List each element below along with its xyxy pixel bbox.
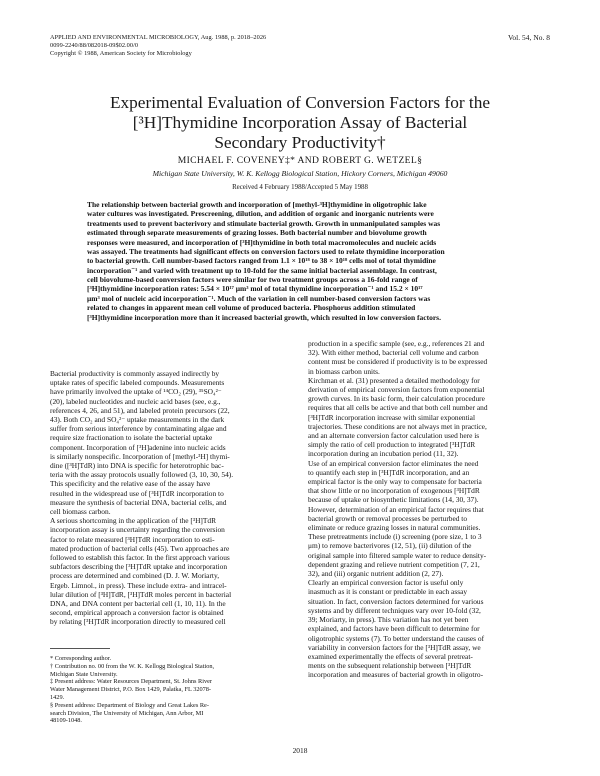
body-text-line: 39; Moriarty, in press). This variation has not yet been: [308, 615, 469, 625]
abstract-line: to bacterial growth. Cell number-based factors ranged from 1.1 × 10¹⁸ to 38 × 10¹⁸ cells mol of total thymidine: [87, 256, 436, 266]
body-text-line: original sample into filtered sample water to reduce density-: [308, 550, 487, 560]
body-text-line: 43). Both CO₂ and SO₄²⁻ uptake measurements in the dark: [50, 415, 225, 425]
body-text-line: uptake rates of specific labeled compounds. Measurements: [50, 378, 225, 388]
footnote-line: * Corresponding author.: [50, 655, 112, 662]
body-text-line: incorporation and measures of bacterial growth in oligotro-: [308, 670, 484, 680]
body-text-line: DNA, and DNA content per bacterial cell (1, 10, 11). In the: [50, 599, 226, 609]
footnotes: [50, 655, 300, 725]
body-text-line: mated production of bacterial cells (45). Two approaches are: [50, 543, 230, 553]
body-text-line: These pretreatments include (i) screening (pore size, 1 to 3: [308, 532, 482, 542]
abstract-line: treatments used to prevent bacterivory and stimulate bacterial growth. Growth in unmanipulated samples was: [87, 218, 441, 228]
body-text-line: resulted in the widespread use of [³H]TdR incorporation to: [50, 488, 224, 498]
article-title: [60, 93, 540, 154]
footnote-line: § Present address: Department of Biology and Great Lakes Re-: [50, 701, 209, 709]
abstract-line: The relationship between bacterial growth and incorporation of [methyl-³H]thymidine in oligotrophic lake: [87, 200, 427, 209]
running-header: [50, 34, 550, 59]
footnote-line: 1429.: [50, 693, 65, 701]
body-text-line: in biomass carbon units.: [308, 366, 380, 376]
body-text-line: content must be considered if productivity is to be expressed: [308, 357, 488, 367]
body-text-line: that show little or no incorporation of exogenous [³H]TdR: [308, 486, 480, 496]
body-text-line: 32). With either method, bacterial cell volume and carbon: [308, 348, 479, 358]
author-list: MICHAEL F. COVENEY‡* AND ROBERT G. WETZEL§: [177, 155, 423, 166]
body-text-line: This specificity and the relative ease of the assay have: [50, 479, 211, 489]
body-text-line: dependent grazing and relieve nutrient competition (7, 21,: [308, 559, 480, 569]
body-text-line: factor to relate measured [³H]TdR incorporation to esti-: [50, 534, 215, 544]
body-column-left: [50, 369, 300, 627]
body-text-line: 32), and (iii) organic nutrient addition (2, 27).: [308, 569, 444, 579]
body-text-line: ments on the subsequent relationship between [³H]TdR: [308, 661, 472, 671]
title-line: [³H]Thymidine Incorporation Assay of Bacterial: [132, 113, 468, 133]
body-text-line: derivation of empirical conversion factors from exponential: [308, 385, 485, 395]
body-text-line: to quantify each step in [³H]TdR incorporation, and an: [308, 467, 470, 477]
footnote-rule: [50, 648, 110, 649]
body-text-line: incorporation assay is uncertainty regarding the conversion: [50, 525, 225, 535]
abstract-line: responses were measured, and incorporation of [³H]thymidine in both total macromolecules and nucleic acids: [87, 237, 437, 247]
body-text-line: However, determination of an empirical factor requires that: [308, 504, 484, 514]
body-text-line: simply the ratio of cell production to integrated [³H]TdR: [308, 440, 476, 450]
body-text-line: cell biomass carbon.: [50, 507, 111, 517]
abstract-line: was assayed. The treatments had significant effects on conversion factors used to relate thymidine incorporation: [87, 246, 445, 256]
page-number: 2018: [292, 746, 308, 755]
body-text-line: have primarily involved the uptake of ¹⁴CO₂ (29), ³⁵SO₄²⁻: [50, 387, 222, 397]
body-text-line: by relating [³H]TdR incorporation directly to measured cell: [50, 617, 226, 627]
body-text-line: suffer from serious interference by contaminating algae and: [50, 424, 227, 434]
issn-line: 0099-2240/88/082018-09$02.00/0: [50, 42, 139, 50]
body-text-line: [³H]TdR incorporation increase with similar exponential: [308, 412, 476, 422]
body-text-line: variability in conversion factors for the [³H]TdR assay, we: [308, 642, 481, 652]
volume-label: Vol. 54, No. 8: [507, 33, 550, 42]
footnote-line: Michigan State University.: [50, 670, 118, 678]
body-text-line: explained, and factors have been difficult to determine for: [308, 624, 480, 634]
body-text-line: production in a specific sample (see, e.g., references 21 and: [308, 339, 485, 348]
body-text-line: examined experimentally the effects of several pretreat-: [308, 651, 473, 661]
body-text-line: because of uptake or biosynthetic limitations (14, 30, 37).: [308, 495, 479, 505]
body-text-line: requires that all cells be active and that both cell number and: [308, 403, 488, 413]
body-text-line: Bacterial productivity is commonly assayed indirectly by: [50, 369, 220, 378]
body-text-line: component. Incorporation of [³H]adenine into nucleic acids: [50, 442, 226, 452]
body-text-line: situation. In fact, conversion factors determined for various: [308, 596, 484, 606]
body-text-line: require size fractionation to isolate the bacterial uptake: [50, 433, 213, 443]
body-text-line: second, empirical approach a conversion factor is obtained: [50, 608, 224, 618]
body-text-line: empirical factor is the only way to compensate for bacteria: [308, 477, 482, 487]
footnote-line: † Contribution no. 00 from the W. K. Kellogg Biological Station,: [50, 662, 215, 670]
body-text-line: Kirchman et al. (31) presented a detailed methodology for: [308, 375, 480, 385]
footnote-line: 48109-1048.: [50, 717, 83, 725]
abstract: [87, 200, 517, 322]
abstract-line: μm³ mol of nucleic acid incorporation⁻¹. Much of the variation in cell number-based conversion factors was: [87, 293, 431, 303]
body-text-line: process are determined and combined (D. J. W. Moriarty,: [50, 571, 220, 581]
body-text-line: systems and by different techniques vary over 10-fold (32,: [308, 605, 481, 615]
body-text-line: is similarly nonspecific. Incorporation of [methyl-³H] thymi-: [50, 451, 230, 461]
body-text-line: incorporation during an incubation period (11, 32).: [308, 449, 459, 459]
footnote-line: ‡ Present address: Water Resources Department, St. Johns River: [50, 678, 213, 686]
body-text-line: measure the synthesis of bacterial DNA, bacterial cells, and: [50, 497, 227, 507]
journal-citation: APPLIED AND ENVIRONMENTAL MICROBIOLOGY, Aug. 1988, p. 2018–2026: [50, 34, 267, 41]
title-line: Experimental Evaluation of Conversion Factors for the: [109, 93, 491, 112]
body-text-line: (20), labeled nucleotides and nucleic acid bases (see, e.g.,: [50, 396, 221, 406]
body-text-line: references 4, 26, and 51), and labeled protein precursors (22,: [50, 405, 230, 415]
body-text-line: inasmuch as it is constant or predictable in each assay: [308, 587, 468, 597]
abstract-line: cell biovolume-based conversion factors were similar for two treatment groups across a 16-fold range of: [87, 275, 418, 284]
body-text-line: dine ([³H]TdR) into DNA is specific for heterotrophic bac-: [50, 461, 224, 471]
body-text-line: subfactors describing the [³H]TdR uptake and incorporation: [50, 562, 228, 572]
copyright-line: Copyright © 1988, American Society for Microbiology: [50, 50, 192, 58]
abstract-line: [³H]thymidine incorporation rates: 5.54 × 10¹⁷ μm³ mol of total thymidine incorporation⁻¹ and 15.2 × 10¹⁷: [87, 284, 423, 294]
abstract-line: related to changes in apparent mean cell volume of produced bacteria. Phosphorus addition stimulated: [87, 303, 416, 313]
title-line: Secondary Productivity†: [214, 133, 386, 153]
body-text-line: A serious shortcoming in the application of the [³H]TdR: [50, 516, 217, 526]
body-text-line: Ergeb. Limnol., in press). These include extra- and intracel-: [50, 580, 227, 590]
abstract-line: water cultures was investigated. Prescreening, dilution, and addition of organic and inorganic nutrients were: [87, 209, 434, 219]
footnote-line: Water Management District, P.O. Box 1429, Palatka, FL 32078-: [50, 686, 212, 694]
abstract-line: incorporation⁻¹ and varied with treatment up to 10-fold for the same initial bacterial assemblage. In contrast,: [87, 265, 437, 275]
body-text-line: Use of an empirical conversion factor eliminates the need: [308, 458, 479, 468]
received-dates: Received 4 February 1988/Accepted 5 May 1988: [232, 184, 368, 191]
body-text-line: lular dilution of [³H]TdR, [³H]TdR moles percent in bacterial: [50, 589, 232, 599]
body-column-right: [308, 339, 554, 680]
abstract-line: [³H]thymidine incorporation more than it increased bacterial growth, which resulted in low conversion factors.: [87, 312, 441, 322]
body-text-line: μm) to remove bacterivores (12, 51), (ii) dilution of the: [308, 541, 472, 551]
body-text-line: trajectories. These conditions are not always met in practice,: [308, 421, 487, 431]
affiliation: Michigan State University, W. K. Kellogg Biological Station, Hickory Corners, Michigan 49060: [152, 169, 448, 178]
body-text-line: followed to establish this factor. In the first approach various: [50, 553, 230, 563]
body-text-line: and an alternate conversion factor calculation used here is: [308, 431, 480, 441]
abstract-line: estimated through separate measurements of grazing losses. Both bacterial number and biovolume growth: [87, 228, 427, 238]
footnote-line: search Division, The University of Michigan, Ann Arbor, MI: [50, 709, 204, 717]
body-text-line: oligotrophic systems (7). To better understand the causes of: [308, 633, 485, 643]
body-text-line: teria with the assay protocols usually followed (3, 10, 30, 54).: [50, 470, 234, 480]
body-text-line: bacterial growth or removal processes be perturbed to: [308, 513, 468, 523]
body-text-line: Clearly an empirical conversion factor is useful only: [308, 578, 464, 588]
body-text-line: growth curves. In its basic form, their calculation procedure: [308, 394, 485, 404]
body-text-line: eliminate or reduce grazing losses in natural communities.: [308, 523, 481, 533]
